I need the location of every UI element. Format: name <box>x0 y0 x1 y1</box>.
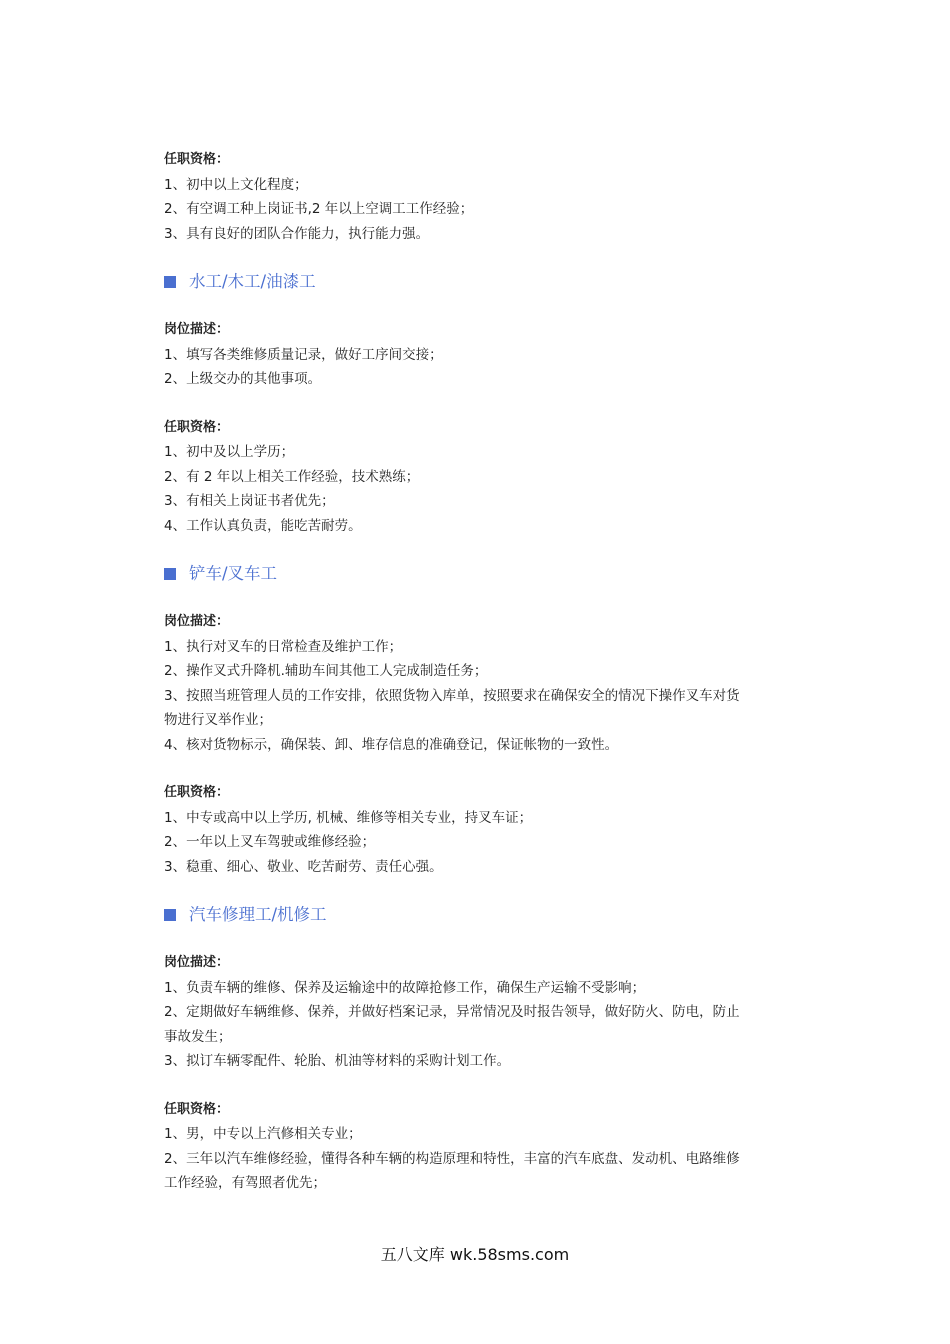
section-title-text: 汽车修理工/机修工 <box>189 905 327 924</box>
qualification-block-air-conditioning <box>164 148 784 246</box>
qualification-item: 3、有相关上岗证书者优先； <box>164 493 335 509</box>
square-bullet-icon <box>164 276 176 288</box>
description-label: 岗位描述： <box>164 614 230 629</box>
description-item: 1、填写各类维修质量记录，做好工序间交接； <box>164 346 443 363</box>
description-item: 3、按照当班管理人员的工作安排，依照货物入库单，按照要求在确保安全的情况下操作叉车对货 <box>164 687 740 704</box>
footer-watermark-text: 五八文库 wk.58sms.com <box>380 1245 570 1264</box>
description-item: 物进行叉举作业； <box>164 712 272 728</box>
section-title <box>164 562 784 586</box>
description-item: 2、上级交办的其他事项。 <box>164 371 322 387</box>
section-auto-mechanic <box>164 903 784 1196</box>
description-label: 岗位描述： <box>164 955 230 970</box>
qualification-item: 3、稳重、细心、敬业、吃苦耐劳、责任心强。 <box>164 858 443 875</box>
qualification-item: 2、有 2 年以上相关工作经验，技术熟练； <box>164 468 420 485</box>
qualification-item: 1、初中以上文化程度； <box>164 176 308 193</box>
qualification-label: 任职资格： <box>164 419 230 435</box>
section-title <box>164 270 784 294</box>
qualification-item: 4、工作认真负责，能吃苦耐劳。 <box>164 517 362 534</box>
description-label: 岗位描述： <box>164 322 230 337</box>
document-body <box>164 148 784 1196</box>
qualification-item: 2、三年以汽车维修经验，懂得各种车辆的构造原理和特性，丰富的汽车底盘、发动机、电路维修 <box>164 1150 740 1167</box>
qualification-item: 工作经验，有驾照者优先； <box>164 1175 326 1191</box>
qualification-item: 2、一年以上叉车驾驶或维修经验； <box>164 834 376 850</box>
square-bullet-icon <box>164 909 176 921</box>
description-item: 事故发生； <box>164 1028 232 1045</box>
qualification-label: 任职资格： <box>164 152 230 167</box>
description-item: 4、核对货物标示，确保装、卸、堆存信息的准确登记，保证帐物的一致性。 <box>164 736 619 753</box>
qualification-item: 2、有空调工种上岗证书,2 年以上空调工工作经验； <box>164 201 474 217</box>
section-forklift-operator <box>164 562 784 879</box>
description-item: 3、拟订车辆零配件、轮胎、机油等材料的采购计划工作。 <box>164 1053 511 1069</box>
qualification-item: 3、具有良好的团队合作能力，执行能力强。 <box>164 225 430 242</box>
qualification-item: 1、男，中专以上汽修相关专业； <box>164 1126 362 1142</box>
section-title-text: 水工/木工/油漆工 <box>189 272 316 291</box>
description-item: 1、负责车辆的维修、保养及运输途中的故障抢修工作，确保生产运输不受影响； <box>164 979 646 996</box>
qualification-item: 1、初中及以上学历； <box>164 444 295 460</box>
qualification-label: 任职资格： <box>164 785 230 800</box>
section-title <box>164 903 784 927</box>
description-item: 2、操作叉式升降机.辅助车间其他工人完成制造任务； <box>164 663 488 679</box>
qualification-label: 任职资格： <box>164 1101 230 1117</box>
square-bullet-icon <box>164 568 176 580</box>
description-item: 2、定期做好车辆维修、保养，并做好档案记录，异常情况及时报告领导，做好防火、防电，防止 <box>164 1004 740 1020</box>
qualification-item: 1、中专或高中以上学历, 机械、维修等相关专业，持叉车证； <box>164 809 533 826</box>
section-plumber-carpenter-painter <box>164 270 784 538</box>
description-item: 1、执行对叉车的日常检查及维护工作； <box>164 638 403 655</box>
section-title-text: 铲车/叉车工 <box>189 564 278 583</box>
